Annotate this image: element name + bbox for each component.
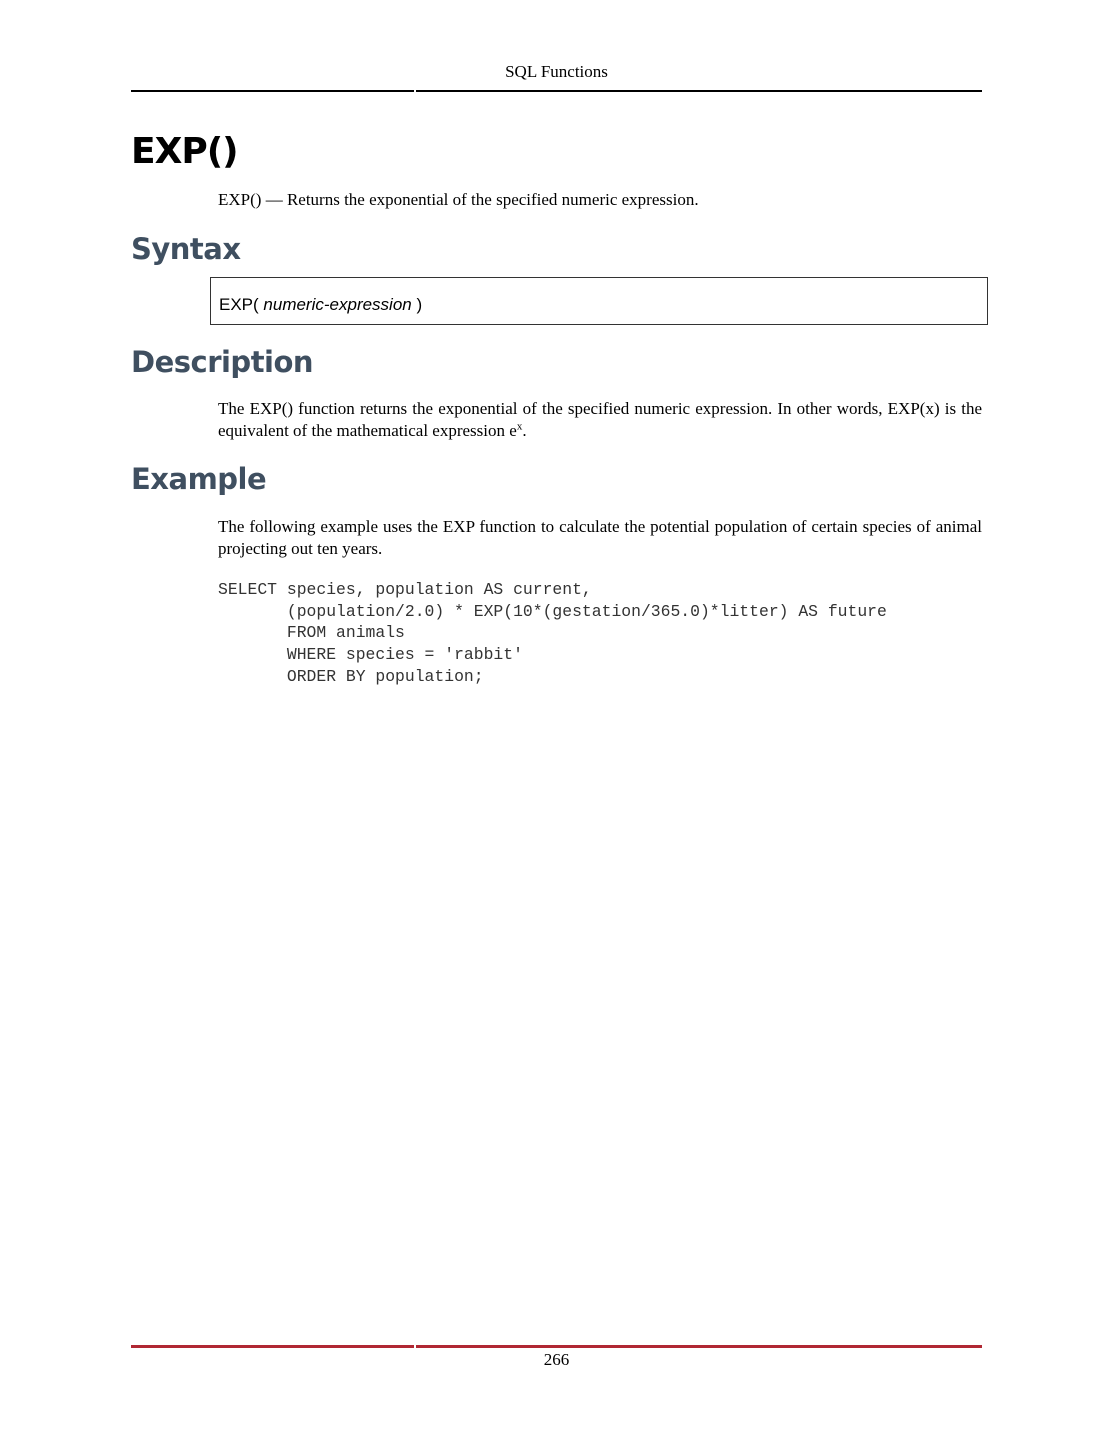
example-paragraph: The following example uses the EXP function to calculate the potential population of certain species of animal projecting out ten years. bbox=[218, 517, 982, 558]
refpurpose: EXP() — Returns the exponential of the specified numeric expression. bbox=[218, 190, 699, 209]
page-number: 266 bbox=[543, 1350, 570, 1369]
code-block: SELECT species, population AS current, (population/2.0) * EXP(10*(gestation/365.0)*litter) AS future FROM animals WHERE species = 'rabbit' ORDER BY population; bbox=[218, 580, 887, 686]
syntax-function-open: EXP( bbox=[219, 295, 264, 314]
page-title: EXP() bbox=[131, 131, 238, 172]
syntax-heading: Syntax bbox=[131, 232, 241, 266]
description-text-end: . bbox=[522, 421, 527, 440]
syntax-box bbox=[210, 277, 988, 325]
description-heading: Description bbox=[131, 345, 314, 379]
description-text: The EXP() function returns the exponential of the specified numeric expression. In other words, EXP(x) is the equivalent of the mathematical expression e bbox=[218, 399, 982, 440]
header-rule bbox=[131, 90, 982, 92]
description-superscript: x bbox=[516, 420, 523, 433]
running-header: SQL Functions bbox=[505, 62, 608, 81]
description-paragraph bbox=[218, 398, 982, 442]
footer-rule bbox=[131, 1345, 982, 1348]
syntax-function-close: ) bbox=[411, 295, 423, 314]
example-heading: Example bbox=[131, 462, 267, 496]
syntax-parameter: numeric-expression bbox=[263, 295, 412, 314]
